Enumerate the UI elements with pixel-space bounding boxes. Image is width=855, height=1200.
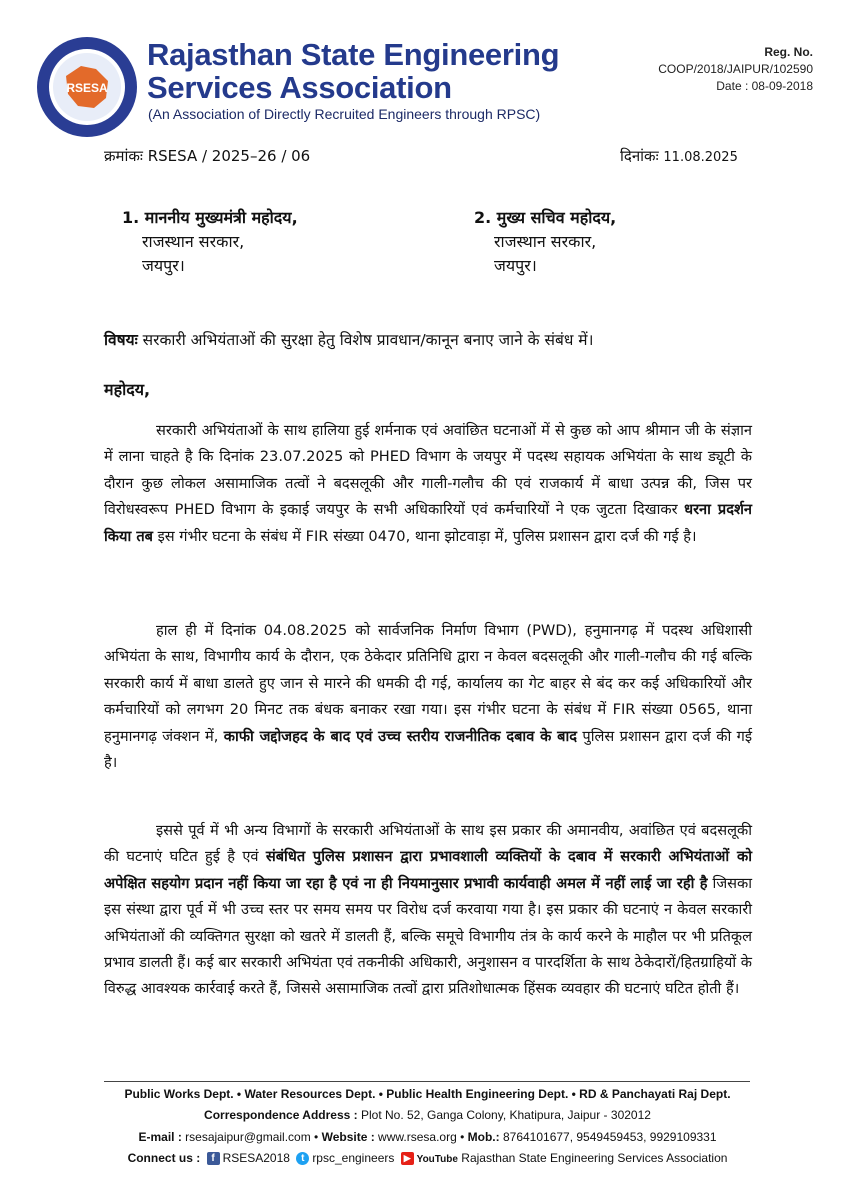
registration-block — [658, 44, 813, 95]
twitter-icon[interactable]: t — [296, 1152, 309, 1165]
email-label: E-mail : — [138, 1130, 182, 1144]
twitter-handle[interactable]: rpsc_engineers — [312, 1151, 395, 1165]
subject-text: सरकारी अभियंताओं की सुरक्षा हेतु विशेष प्रावधान/कानून बनाए जाने के संबंध में। — [137, 331, 594, 349]
addressee-number: 1. — [122, 208, 140, 227]
reg-number: COOP/2018/JAIPUR/102590 — [658, 62, 813, 76]
facebook-icon[interactable]: f — [207, 1152, 220, 1165]
youtube-label: YouTube — [416, 1154, 458, 1165]
facebook-handle[interactable]: RSESA2018 — [222, 1151, 290, 1165]
addressee-line: जयपुर। — [494, 256, 537, 275]
addressee-title: माननीय मुख्यमंत्री महोदय, — [144, 208, 298, 227]
youtube-channel[interactable]: Rajasthan State Engineering Services Association — [461, 1151, 728, 1165]
para-bold: काफी जद्दोजहद के बाद एवं उच्च स्तरीय राजनीतिक दबाव के बाद — [223, 727, 578, 745]
org-name-line2: Services Association — [147, 70, 452, 105]
ref-value: RSESA / 2025–26 / 06 — [147, 147, 311, 165]
address-label: Correspondence Address : — [204, 1108, 358, 1122]
org-name-line1: Rajasthan State Engineering — [147, 37, 560, 72]
addressee-1 — [122, 206, 298, 278]
addressee-line: जयपुर। — [142, 256, 185, 275]
website-link[interactable]: www.rsesa.org — [374, 1130, 457, 1144]
paragraph-1 — [104, 418, 752, 550]
letter-date — [620, 146, 738, 166]
mobile-numbers: 8764101677, 9549459453, 9929109331 — [499, 1130, 717, 1144]
date-value: 11.08.2025 — [663, 150, 738, 165]
reg-label: Reg. No. — [764, 45, 813, 59]
footer-address — [0, 1108, 855, 1122]
para-text: हाल ही में दिनांक 04.08.2025 को सार्वजनिक निर्माण विभाग (PWD), हनुमानगढ़ में पदस्थ अधिशासी अभियंता के साथ, विभागीय कार्य के दौरान, एक ठेकेदार प्रतिनिधि द्वारा न केवल बदसलूकी और गाली-गलौच की गई बल्कि सरकारी कार्य में बाधा डालते हुए जान से मारने की धमकी दी गई, कार्यालय का गेट बाहर से बंद कर कई अधिकारियों और कर्मचारियों को लगभग 20 मिनट तक बंधक बनाकर रखा गया। इस गंभीर घटना के संबंध में FIR संख्या 0565, थाना हनुमानगढ़ जंक्शन में, — [104, 622, 752, 745]
org-subtitle: (An Association of Directly Recruited Engineers through RPSC) — [148, 106, 541, 122]
paragraph-3 — [104, 818, 752, 1003]
para-bold: संबंधित पुलिस प्रशासन द्वारा प्रभावशाली व्यक्तियों के दबाव में सरकारी अभियंताओं को अपेक्षित सहयोग प्रदान नहीं किया जा रहा है एवं ना ही नियमानुसार प्रभावी कार्यवाही अमल में नहीं लाई जा रही है — [104, 848, 752, 892]
connect-label: Connect us : — [127, 1151, 201, 1165]
para-text: सरकारी अभियंताओं के साथ हालिया हुई शर्मनाक एवं अवांछित घटनाओं में से कुछ को आप श्रीमान जी के संज्ञान में लाना चाहते है कि दिनांक 23.07.2025 को PHED विभाग के जयपुर में पदस्थ सहायक अभियंता के साथ ड्यूटी के दौरान कुछ लोकल असामाजिक तत्वों ने बदसलूकी और गाली-गलौच की एवं राजकार्य में बाधा उत्पन्न की, जिस पर विरोधस्वरूप PHED विभाग के इकाई जयपुर के सभी अधिकारियों एवं कर्मचारियों ने एक जुटता दिखाकर — [104, 422, 752, 519]
address-value: Plot No. 52, Ganga Colony, Khatipura, Jaipur - 302012 — [357, 1108, 651, 1122]
date-label: दिनांकः — [620, 147, 659, 165]
subject-label: विषयः — [104, 331, 138, 349]
addressee-title: मुख्य सचिव महोदय, — [496, 208, 617, 227]
rsesa-logo — [36, 36, 138, 138]
footer-social — [0, 1151, 855, 1165]
bullet: • — [314, 1130, 322, 1144]
bullet: • — [460, 1130, 468, 1144]
para-text: पुलिस प्रशासन द्वारा दर्ज की गई है। — [104, 727, 752, 772]
subject-line — [104, 328, 804, 350]
addressee-line: राजस्थान सरकार, — [494, 232, 597, 251]
para-bold: धरना प्रदर्शन किया तब — [104, 501, 752, 545]
logo-text: RSESA — [66, 81, 108, 95]
para-text: इस गंभीर घटना के संबंध में FIR संख्या 0470, थाना झोटवाड़ा में, पुलिस प्रशासन द्वारा दर्ज की गई है। — [152, 527, 697, 545]
para-text: जिसका इस संस्था द्वारा पूर्व में भी उच्च स्तर पर समय समय पर विरोध दर्ज करवाया गया है। इस प्रकार की घटनाएं न केवल सरकारी अभियंताओं की व्यक्तिगत सुरक्षा को खतरे में डालती हैं, बल्कि समूचे विभागीय तंत्र के कार्य करने के माहौल पर भी प्रतिकूल प्रभाव डालती हैं। कई बार सरकारी अभियंता एवं तकनीकी अधिकारी, अनुशासन व पारदर्शिता के साथ ठेकेदारों/हितग्राहियों के विरुद्ध आवश्यक कार्रवाई करते हैं, जिससे असामाजिक तत्वों द्वारा प्रतिशोधात्मक हिंसक व्यवहार की घटनाएं घटित होती हैं। — [104, 874, 753, 998]
footer-divider — [104, 1081, 750, 1082]
ref-label: क्रमांकः — [104, 147, 143, 165]
reg-date: Date : 08-09-2018 — [716, 79, 813, 93]
footer-departments: Public Works Dept. • Water Resources Dept. • Public Health Engineering Dept. • RD & Panchayati Raj Dept. — [124, 1087, 731, 1101]
email-link[interactable]: rsesajaipur@gmail.com — [181, 1130, 311, 1144]
addressee-number: 2. — [474, 208, 492, 227]
youtube-icon[interactable]: ▶ — [401, 1152, 414, 1165]
website-label: Website : — [321, 1130, 375, 1144]
footer-contacts — [0, 1130, 855, 1144]
reference-number — [104, 146, 310, 166]
org-name — [147, 38, 559, 104]
salutation: महोदय, — [104, 380, 151, 399]
addressee-2 — [474, 206, 616, 278]
addressee-line: राजस्थान सरकार, — [142, 232, 245, 251]
para-text: इससे पूर्व में भी अन्य विभागों के सरकारी अभियंताओं के साथ इस प्रकार की अमानवीय, अवांछित एवं बदसलूकी की घटनाएं घटित हुई है एवं — [104, 822, 752, 866]
paragraph-2 — [104, 618, 752, 776]
mobile-label: Mob.: — [467, 1130, 500, 1144]
